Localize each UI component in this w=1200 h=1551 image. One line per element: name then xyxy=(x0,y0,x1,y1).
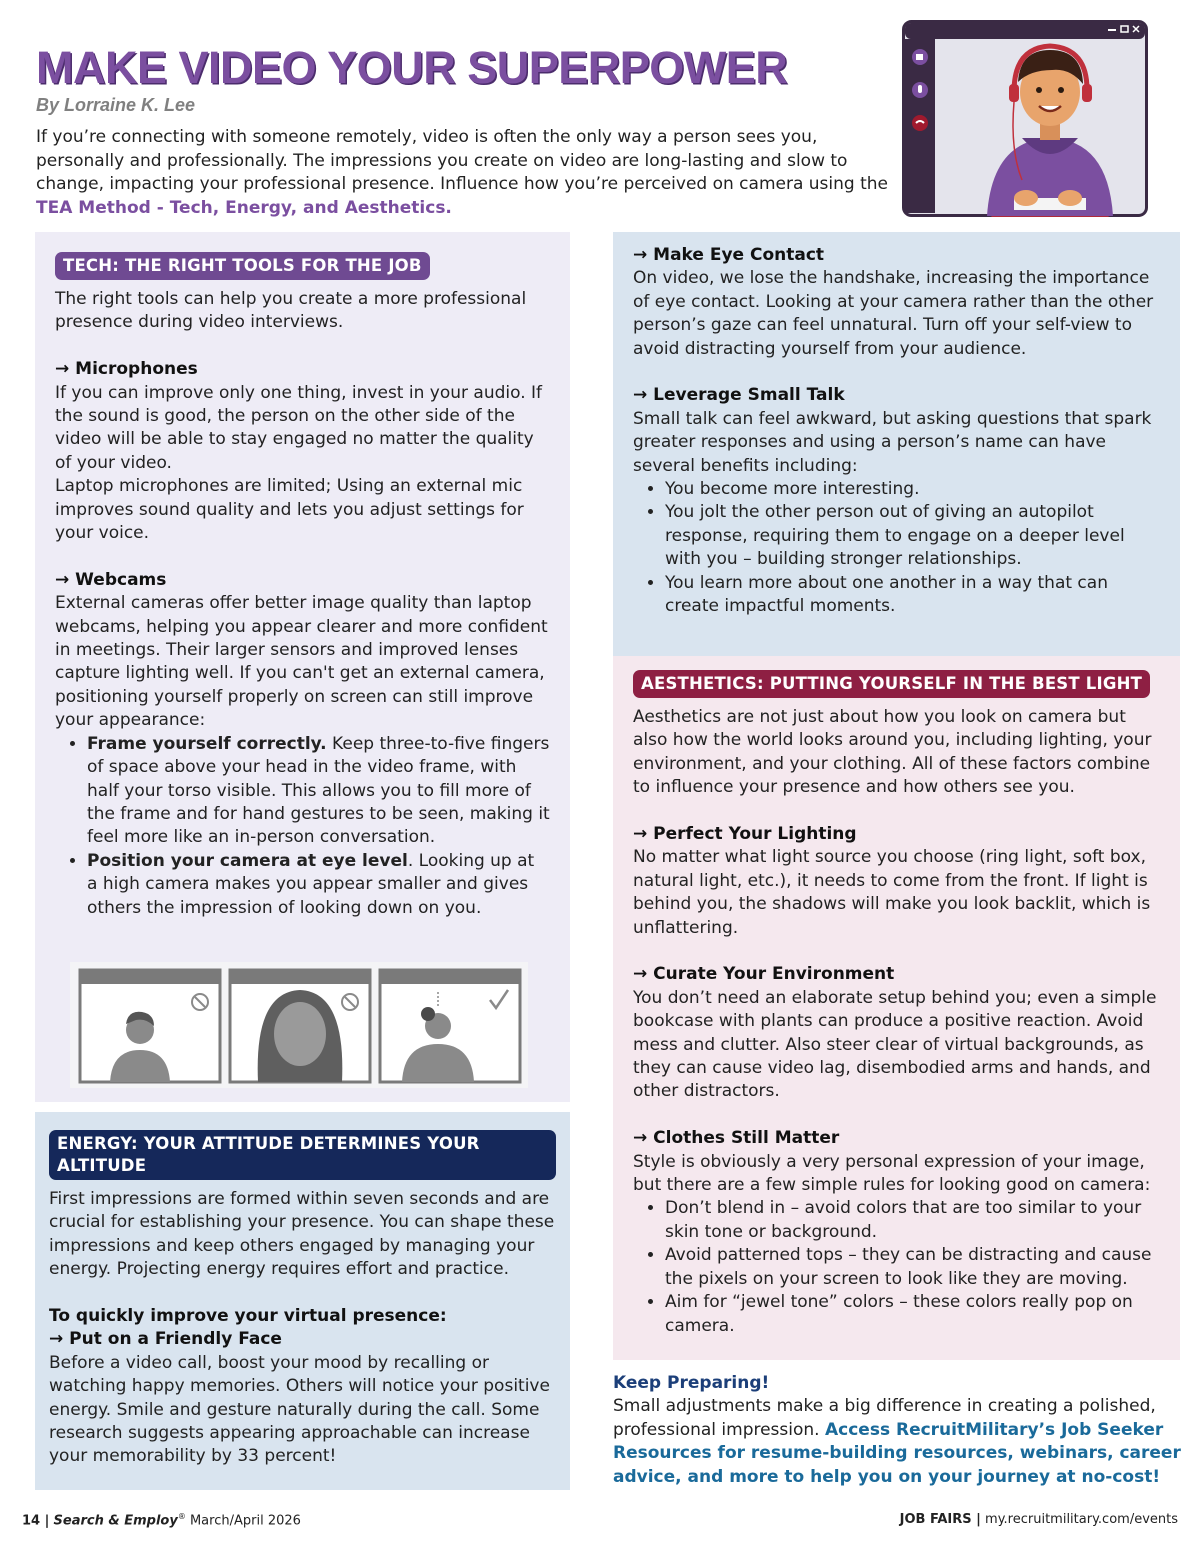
frame-too-far xyxy=(80,970,220,1082)
microphones-paragraph-1: If you can improve only one thing, invest in your audio. If the sound is good, the person on the other side of the video will be able to stay engaged no matter the quality of your video. xyxy=(55,382,543,473)
page-number: 14 | xyxy=(22,1513,50,1529)
intro-paragraph: If you’re connecting with someone remotely, video is often the only way a person sees you, personally and professionally. The impressions you create on video are long-lasting and slow to change, impacting your professional presence. Influence how you’re perceived on camera using the TEA Method - Tech, Energy, and Aesthetics. xyxy=(36,127,888,218)
minimize-icon xyxy=(1108,29,1116,31)
clothes-heading: → Clothes Still Matter xyxy=(633,1128,840,1149)
keep-preparing-heading: Keep Preparing! xyxy=(613,1373,770,1393)
friendly-face-heading: → Put on a Friendly Face xyxy=(49,1329,282,1350)
aesthetics-heading: AESTHETICS: PUTTING YOURSELF IN THE BEST LIGHT xyxy=(633,670,1150,698)
friendly-face-paragraph: Before a video call, boost your mood by recalling or watching happy memories. Others will notice your positive energy. Smile and gesture naturally during the call. Some research suggests appearing approachable can increase your memorability by 33 percent! xyxy=(49,1352,550,1467)
aesthetics-section xyxy=(613,656,1180,1360)
footer-right xyxy=(900,1512,1178,1527)
page-title: MAKE VIDEO YOUR SUPERPOWER xyxy=(36,42,788,93)
energy-section xyxy=(35,1112,570,1490)
quick-improve-heading: To quickly improve your virtual presence: xyxy=(49,1306,447,1327)
list-item: • You jolt the other person out of giving an autopilot response, requiring them to engage on a deeper level with you – building stronger relationships. xyxy=(665,501,1160,571)
small-talk-heading: → Leverage Small Talk xyxy=(633,385,845,406)
eye-contact-paragraph: On video, we lose the handshake, increasing the importance of eye contact. Looking at your camera rather than the other person’s gaze can feel unnatural. Turn off your self-view to avoid distracting yourself from your audience. xyxy=(633,268,1154,359)
microphones-paragraph-2: Laptop microphones are limited; Using an external mic improves sound quality and lets you adjust settings for your voice. xyxy=(55,476,524,544)
eye-contact-heading: → Make Eye Contact xyxy=(633,245,825,265)
list-item: • Frame yourself correctly. Keep three-to-five fingers of space above your head in the video frame, with half your torso visible. This allows you to fill more of the frame and for hand gestures to be seen, making it feel more like an in-person conversation. xyxy=(87,733,550,850)
resources-link[interactable]: Access RecruitMilitary’s Job Seeker Resources for resume-building resources, webinars, career advice, and more to help you on your journey at no-cost! xyxy=(613,1419,1181,1487)
keep-preparing-text: Small adjustments make a big difference in creating a polished, professional impression. xyxy=(613,1396,1156,1440)
keep-preparing-section xyxy=(613,1372,1183,1489)
issue-date: March/April 2026 xyxy=(185,1513,301,1529)
list-item: • Avoid patterned tops – they can be distracting and cause the pixels on your screen to look like they are moving. xyxy=(665,1244,1160,1291)
clothes-paragraph: Style is obviously a very personal expression of your image, but there are a few simple rules for looking good on camera: xyxy=(633,1151,1151,1196)
webcam-framing-illustration xyxy=(70,962,528,1088)
webcams-paragraph: External cameras offer better image quality than laptop webcams, helping you appear clearer and more confident in meetings. Their larger sensors and improved lenses capture lighting well. If you can't get an external camera, positioning yourself properly on screen can still improve your appearance: xyxy=(55,593,548,731)
small-talk-paragraph: Small talk can feel awkward, but asking questions that spark greater responses and using a person’s name can have several benefits including: xyxy=(633,408,1152,476)
environment-heading: → Curate Your Environment xyxy=(633,964,895,985)
tea-method-highlight: TEA Method - Tech, Energy, and Aesthetics. xyxy=(36,197,452,218)
tech-heading: TECH: THE RIGHT TOOLS FOR THE JOB xyxy=(55,252,430,280)
byline: By Lorraine K. Lee xyxy=(36,95,196,115)
energy-continued-section xyxy=(613,232,1180,656)
environment-paragraph: You don’t need an elaborate setup behind you; even a simple bookcase with plants can produce a positive reaction. Avoid mess and clutter. Also steer clear of virtual backgrounds, as they can cause video lag, disembodied arms and hands, and other distractors. xyxy=(633,987,1157,1102)
frame-correct xyxy=(380,970,520,1082)
list-item: • Don’t blend in – avoid colors that are too similar to your skin tone or background. xyxy=(665,1197,1160,1244)
footer-url[interactable]: my.recruitmilitary.com/events xyxy=(980,1512,1178,1527)
clothes-tips-list xyxy=(633,1197,1160,1337)
aesthetics-intro: Aesthetics are not just about how you look on camera but also how the world looks around you, including lighting, your environment, and your clothing. All of these factors combine to influence your presence and how others see you. xyxy=(633,707,1152,798)
lighting-paragraph: No matter what light source you choose (ring light, soft box, natural light, etc.), it needs to come from the front. If light is behind you, the shadows will make you look backlit, which is unflattering. xyxy=(633,847,1151,938)
list-item: • Aim for “jewel tone” colors – these colors really pop on camera. xyxy=(665,1291,1160,1338)
list-item: • Position your camera at eye level. Looking up at a high camera makes you appear smaller and gives others the impression of looking down on you. xyxy=(87,850,550,920)
list-item: • You learn more about one another in a way that can create impactful moments. xyxy=(665,572,1160,619)
magazine-name: Search & Employ xyxy=(53,1513,178,1529)
lighting-heading: → Perfect Your Lighting xyxy=(633,824,857,845)
footer-section-label: JOB FAIRS | xyxy=(899,1512,981,1527)
tech-intro: The right tools can help you create a more professional presence during video interviews. xyxy=(55,289,527,333)
footer-left: 14 | Search & Employ® March/April 2026 xyxy=(22,1512,301,1529)
small-talk-benefits-list xyxy=(633,478,1160,618)
hang-up-icon xyxy=(912,115,928,131)
energy-intro: First impressions are formed within seven seconds and are crucial for establishing your presence. You can shape these impressions and keep others engaged by managing your energy. Projecting energy requires effort and practice. xyxy=(49,1189,555,1280)
webcams-heading: → Webcams xyxy=(55,569,167,590)
microphones-heading: → Microphones xyxy=(55,359,198,380)
energy-heading: ENERGY: YOUR ATTITUDE DETERMINES YOUR ALTITUDE xyxy=(49,1130,556,1180)
webcam-tips-list xyxy=(55,733,550,920)
video-call-illustration xyxy=(902,20,1148,217)
frame-too-close xyxy=(230,970,370,1082)
list-item: • You become more interesting. xyxy=(665,478,1160,501)
